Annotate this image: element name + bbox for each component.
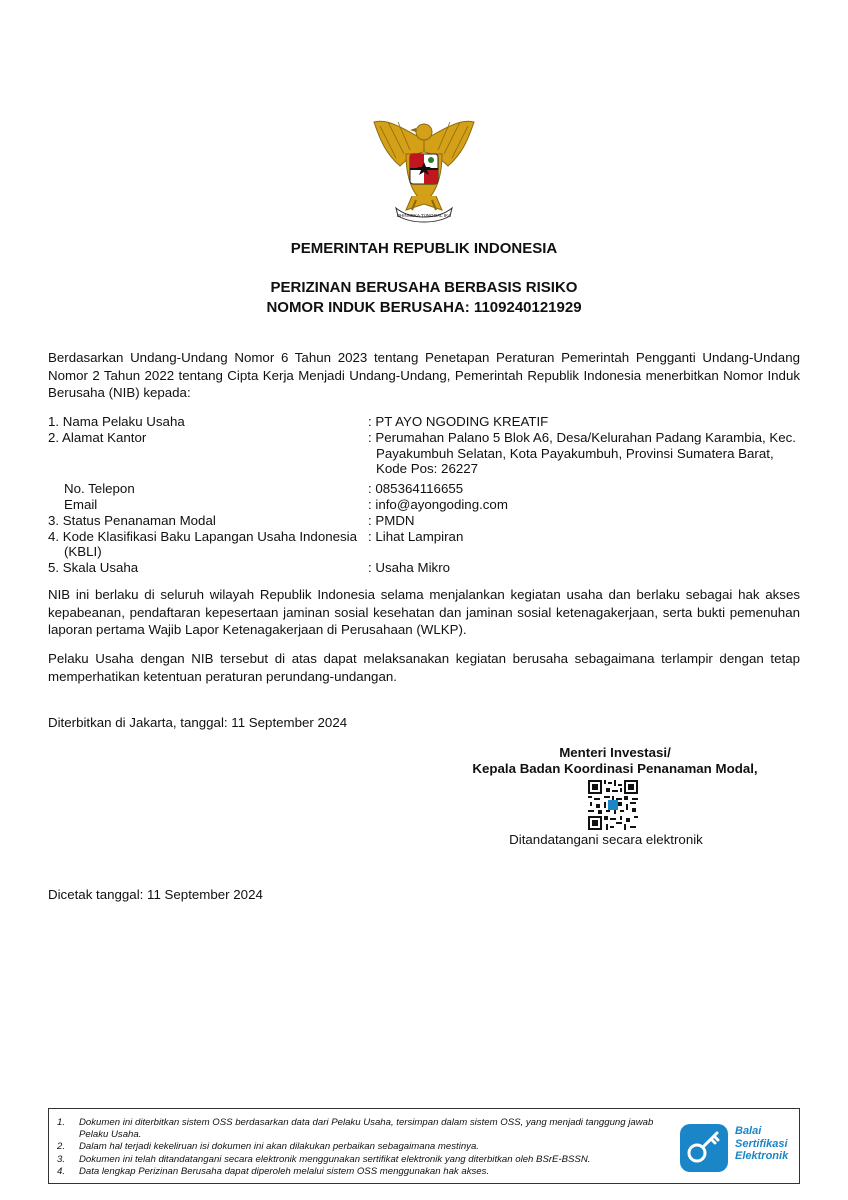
garuda-emblem-icon xyxy=(366,110,482,226)
e-signature-note: Ditandatangani secara elektronik xyxy=(509,832,703,847)
field-value: : PT AYO NGODING KREATIF xyxy=(368,414,549,429)
qr-code-icon xyxy=(588,780,638,830)
note-text: Data lengkap Perizinan Berusaha dapat diperoleh melalui sistem OSS menggunakan hak akses. xyxy=(79,1165,490,1177)
field-label: 5. Skala Usaha xyxy=(48,560,139,576)
footer-note xyxy=(57,1154,677,1166)
government-heading: PEMERINTAH REPUBLIK INDONESIA xyxy=(290,240,558,257)
field-value: : info@ayongoding.com xyxy=(368,496,508,512)
field-label: 1. Nama Pelaku Usaha xyxy=(48,414,185,429)
intro-paragraph: Berdasarkan Undang-Undang Nomor 6 Tahun 2023 tentang Penetapan Peraturan Pemerintah Pengganti Undang-Undang Nomor 2 Tahun 2022 tentang Cipta Kerja Menjadi Undang-Undang, Pemerintah Republik Indonesia menerbitkan Nomor Induk Berusaha (NIB) kepada: xyxy=(48,350,800,401)
business-fields xyxy=(48,414,800,576)
note-text: Dokumen ini diterbitkan sistem OSS berdasarkan data dari Pelaku Usaha, tersimpan dalam sistem OSS, yang menjadi tanggung jawab Pelaku Usaha. xyxy=(79,1117,654,1141)
footer-notes-list xyxy=(57,1117,677,1178)
document-title xyxy=(0,278,848,318)
field-row-kbli xyxy=(48,529,800,561)
kbli-label-line-2: (KBLI) xyxy=(64,544,102,560)
field-label: Email xyxy=(64,496,98,512)
printed-date: Dicetak tanggal: 11 September 2024 xyxy=(48,887,263,902)
compliance-paragraph: Pelaku Usaha dengan NIB tersebut di atas dapat melaksanakan kegiatan berusaha sebagaimana terlampir dengan tetap memperhatikan ketentuan peraturan perundang-undangan. xyxy=(48,651,800,684)
field-value xyxy=(368,430,800,477)
footer-note xyxy=(57,1117,677,1141)
signatory-line-2: Kepala Badan Koordinasi Penanaman Modal, xyxy=(472,761,758,776)
title-line-1: PERIZINAN BERUSAHA BERBASIS RISIKO xyxy=(270,279,578,296)
note-number: 4. xyxy=(57,1165,66,1177)
note-text: Dalam hal terjadi kekeliruan isi dokumen ini akan dilakukan perbaikan sebagaimana mestinya. xyxy=(79,1141,479,1153)
note-text: Dokumen ini telah ditandatangani secara elektronik menggunakan sertifikat elektronik yang diterbitkan oleh BSrE-BSSN. xyxy=(79,1153,591,1165)
kbli-label-line-1: 4. Kode Klasifikasi Baku Lapangan Usaha Indonesia xyxy=(48,528,357,544)
note-number: 2. xyxy=(57,1141,66,1153)
field-label: 2. Alamat Kantor xyxy=(48,429,147,445)
bsre-line-2: Sertifikasi xyxy=(735,1137,788,1150)
field-value: : Usaha Mikro xyxy=(368,560,451,576)
field-value: : 085364116655 xyxy=(368,481,464,497)
field-row-investment-status xyxy=(48,513,800,529)
note-number: 3. xyxy=(57,1153,66,1165)
bsre-logo xyxy=(679,1123,787,1173)
validity-paragraph: NIB ini berlaku di seluruh wilayah Republik Indonesia selama menjalankan kegiatan usaha dan berlaku sebagai hak akses kepabeanan, pendaftaran kepesertaan jaminan sosial kesehatan dan jaminan sosial ketenagakerjaan, serta bukti pemenuhan laporan pertama Wajib Lapor Ketenagakerjaan di Perusahaan (WLKP). xyxy=(48,587,800,638)
field-value: : PMDN xyxy=(368,512,415,528)
field-label: No. Telepon xyxy=(64,481,135,497)
field-row-phone xyxy=(48,481,800,497)
bsre-line-3: Elektronik xyxy=(735,1150,789,1162)
footer-note xyxy=(57,1166,677,1178)
signatory-line-1: Menteri Investasi/ xyxy=(559,745,671,760)
footer-note xyxy=(57,1141,677,1153)
field-label: 3. Status Penanaman Modal xyxy=(48,512,216,528)
nib-number: NOMOR INDUK BERUSAHA: 1109240121929 xyxy=(266,299,582,316)
emblem-motto: BHINNEKA TUNGGAL IKA xyxy=(396,213,452,218)
bsre-key-icon xyxy=(679,1123,729,1173)
bsre-line-1: Balai xyxy=(735,1125,762,1137)
field-row-address xyxy=(48,430,800,477)
footer-notes-box xyxy=(48,1108,800,1184)
issued-date: Diterbitkan di Jakarta, tanggal: 11 September 2024 xyxy=(48,715,348,730)
address-line-3: Kode Pos: 26227 xyxy=(376,461,479,477)
note-number: 1. xyxy=(57,1117,66,1128)
address-line-1: : Perumahan Palano 5 Blok A6, Desa/Kelurahan Padang Karambia, Kec. xyxy=(368,429,796,445)
signatory-title xyxy=(470,745,760,777)
bsre-logo-text xyxy=(735,1125,788,1163)
field-row-name xyxy=(48,414,800,430)
field-label xyxy=(48,529,368,561)
address-line-2: Payakumbuh Selatan, Kota Payakumbuh, Provinsi Sumatera Barat, xyxy=(376,445,774,461)
field-row-email xyxy=(48,497,800,513)
field-value: : Lihat Lampiran xyxy=(368,528,464,544)
field-row-scale xyxy=(48,560,800,576)
